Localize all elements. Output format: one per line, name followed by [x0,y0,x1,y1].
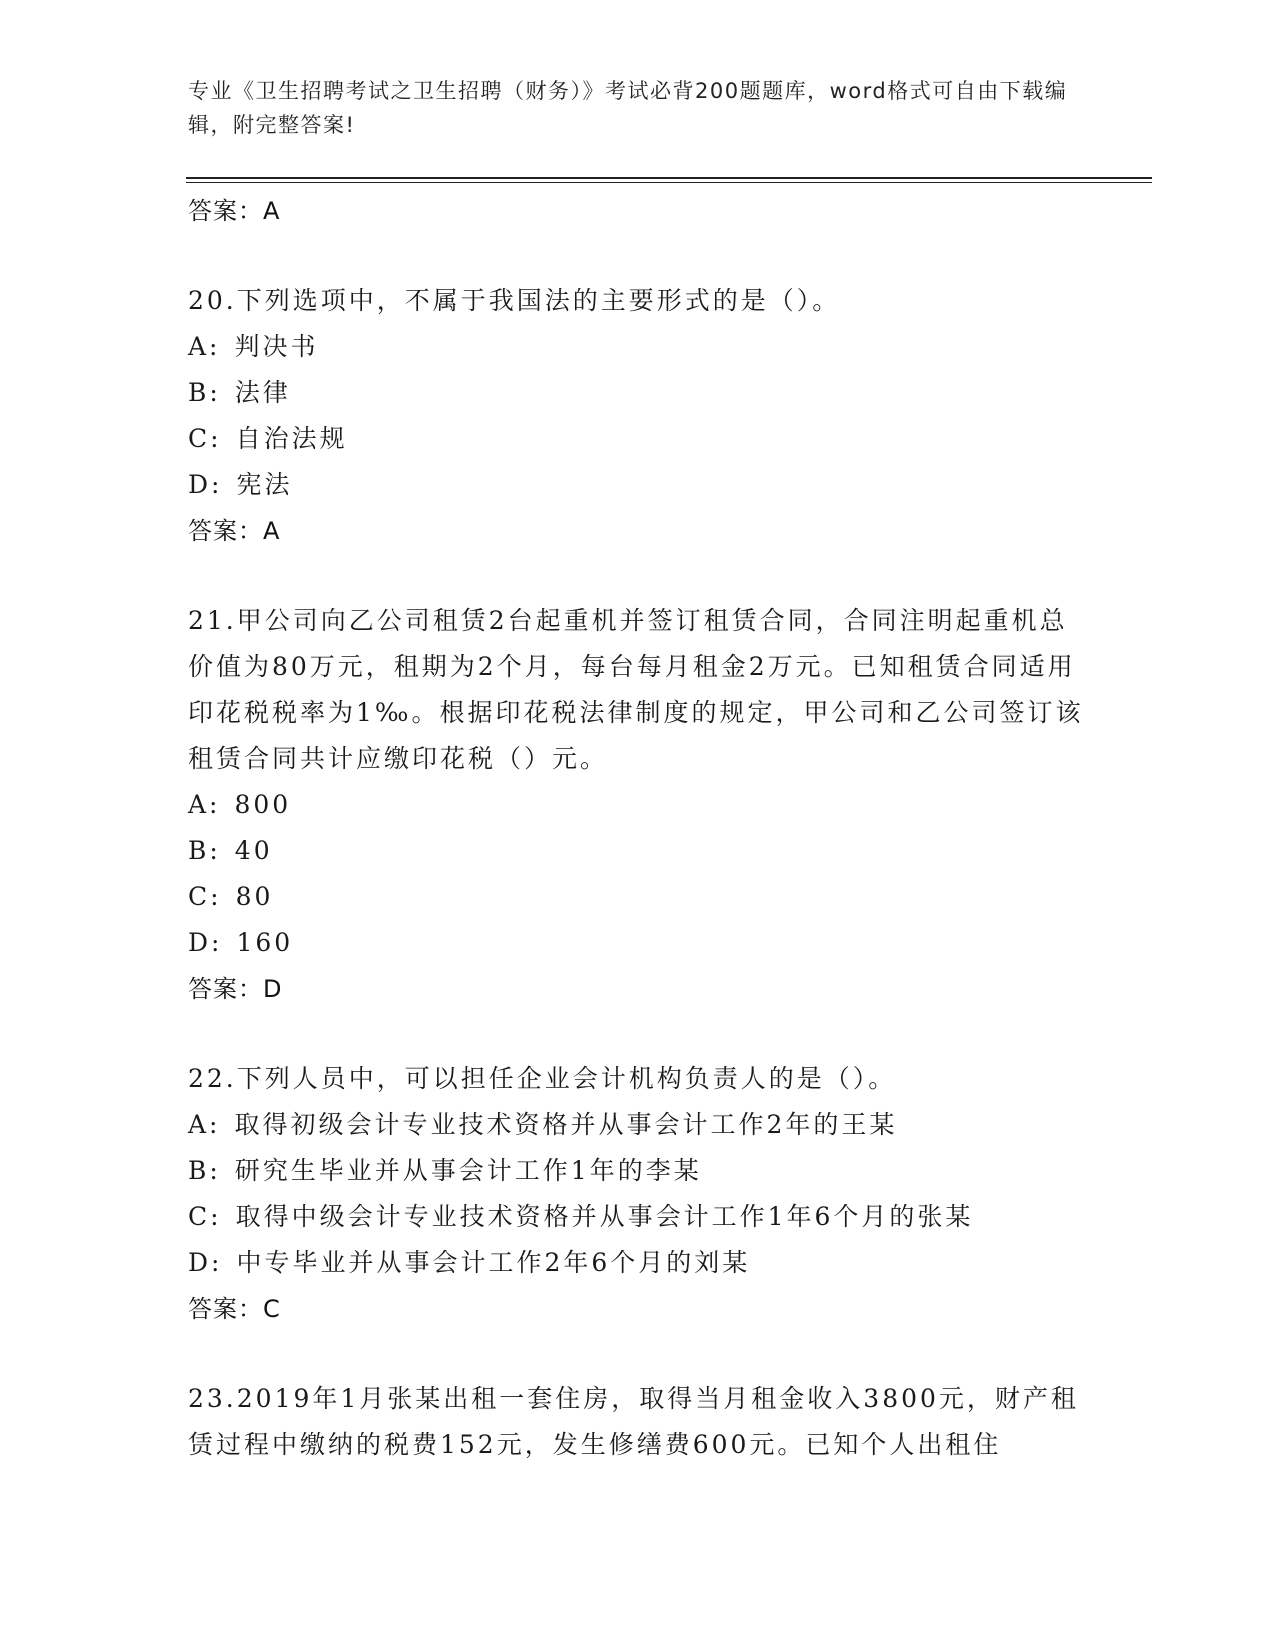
option-key: A: [188,790,221,819]
option-b [188,370,1088,416]
option-key: A: [188,332,221,361]
option-a [188,1102,1088,1148]
question-stem: 21.甲公司向乙公司租赁2台起重机并签订租赁合同，合同注明起重机总价值为80万元，租期为2个月，每台每月租金2万元。已知租赁合同适用印花税税率为1‰。根据印花税法律制度的规定，甲公司和乙公司签订该租赁合同共计应缴印花税（）元。 [188,606,1084,773]
option-c [188,874,1088,920]
option-text: 宪法 [236,470,293,499]
option-c [188,1194,1088,1240]
option-text: 80 [235,882,274,911]
document-header: 专业《卫生招聘考试之卫生招聘（财务）》考试必背200题题库，word格式可自由下载编辑，附完整答案! [188,79,1068,137]
option-text: 研究生毕业并从事会计工作1年的李某 [234,1156,702,1185]
option-d [188,462,1088,508]
option-key: D: [188,928,223,957]
option-b [188,828,1088,874]
question-stem: 22.下列人员中，可以担任企业会计机构负责人的是（）。 [188,1064,897,1093]
option-text: 法律 [234,378,291,407]
header-divider [186,177,1152,183]
option-c [188,416,1088,462]
option-text: 40 [234,836,273,865]
option-text: 800 [234,790,292,819]
option-text: 判决书 [234,332,319,361]
option-d [188,920,1088,966]
option-key: C: [188,882,222,911]
option-text: 取得中级会计专业技术资格并从事会计工作1年6个月的张某 [235,1202,974,1231]
answer-line: 答案：C [188,1295,281,1323]
option-text: 160 [236,928,294,957]
option-text: 取得初级会计专业技术资格并从事会计工作2年的王某 [234,1110,898,1139]
option-key: B: [188,836,221,865]
option-b [188,1148,1088,1194]
option-text: 中专毕业并从事会计工作2年6个月的刘某 [236,1248,751,1277]
answer-line: 答案：A [188,517,281,545]
answer-line: 答案：A [188,197,281,225]
option-d [188,1240,1088,1286]
option-key: B: [188,378,221,407]
option-key: B: [188,1156,221,1185]
answer-line: 答案：D [188,975,283,1003]
option-key: D: [188,1248,223,1277]
option-key: D: [188,470,223,499]
option-a [188,782,1088,828]
question-list [188,188,1088,1468]
option-key: C: [188,424,222,453]
question-stem: 20.下列选项中，不属于我国法的主要形式的是（）。 [188,286,841,315]
option-text: 自治法规 [235,424,348,453]
question-stem: 23.2019年1月张某出租一套住房，取得当月租金收入3800元，财产租赁过程中缴纳的税费152元，发生修缮费600元。已知个人出租住 [188,1384,1079,1459]
option-key: C: [188,1202,222,1231]
option-key: A: [188,1110,221,1139]
option-a [188,324,1088,370]
